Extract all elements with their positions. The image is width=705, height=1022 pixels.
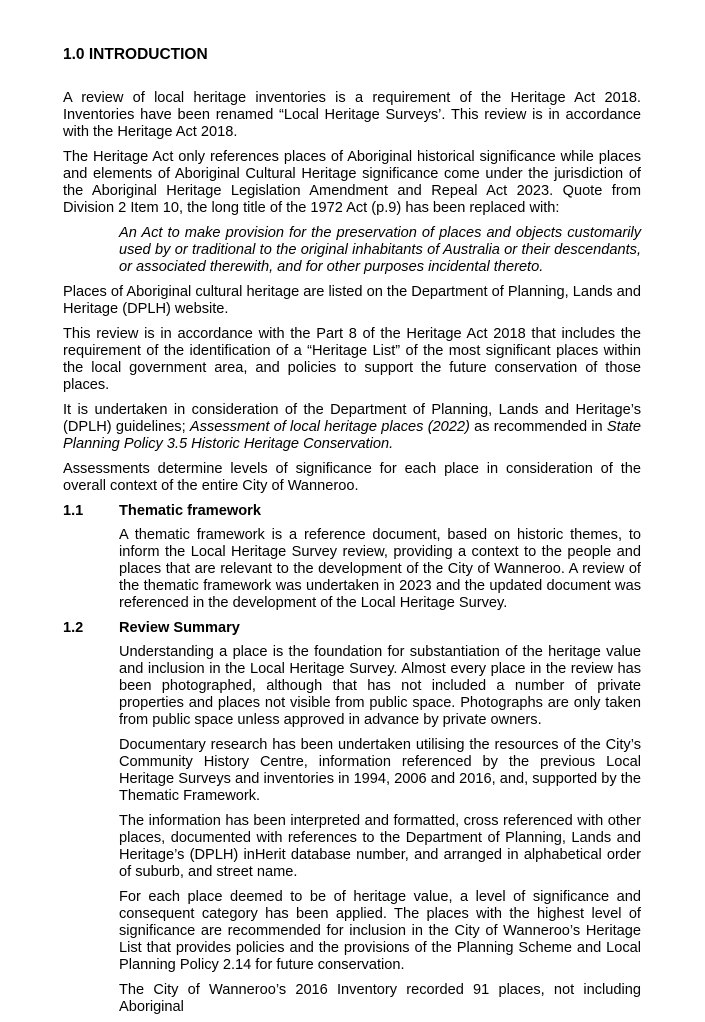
section-heading-introduction: 1.0 INTRODUCTION	[63, 46, 208, 63]
paragraph-thematic-framework: A thematic framework is a reference document, based on historic themes, to inform the Local Heritage Survey review, providing a context to the people and places that are relevant to the development of the City of Wanneroo. A review of the thematic framework was undertaken in 2023 and the updated document was referenced in the development of the Local Heritage Survey.	[119, 527, 641, 611]
section-number: 1.1	[63, 503, 84, 519]
paragraph-heritage-act-references: The Heritage Act only references places of Aboriginal historical significance while places and elements of Aboriginal Cultural Heritage significance come under the jurisdiction of the Aboriginal Heritage Legislation Amendment and Repeal Act 2023. Quote from Division 2 Item 10, the long title of the 1972 Act (p.9) has been replaced with:	[63, 149, 641, 216]
text-run: as recommended in	[469, 419, 607, 435]
paragraph-2016-inventory: The City of Wanneroo’s 2016 Inventory recorded 91 places, not including Aboriginal	[119, 982, 641, 1015]
section-heading-review-summary	[63, 620, 641, 637]
paragraph-part-8: This review is in accordance with the Part 8 of the Heritage Act 2018 that includes the requirement of the identification of a “Heritage List” of the most significant places within the local government area, and policies to support the future conservation of those places.	[63, 326, 641, 393]
section-number: 1.2	[63, 620, 84, 636]
section-title: Thematic framework	[119, 503, 261, 519]
italic-run-state-planning-policy: State Planning Policy 3.5 Historic Heritage Conservation.	[63, 419, 641, 452]
paragraph-information-interpreted: The information has been interpreted and formatted, cross referenced with other places, documented with references to the Department of Planning, Lands and Heritage’s (DPLH) inHerit database number, and arranged in alphabetical order of suburb, and street name.	[119, 813, 641, 880]
paragraph-dplh-website: Places of Aboriginal cultural heritage are listed on the Department of Planning, Lands and Heritage (DPLH) website.	[63, 284, 641, 317]
text-run: It is undertaken in consideration of the Department of Planning, Lands and Heritage’s (DPLH) guidelines;	[63, 402, 641, 435]
paragraph-documentary-research: Documentary research has been undertaken utilising the resources of the City’s Community History Centre, information referenced by the previous Local Heritage Surveys and inventories in 1994, 2006 and 2016, and, supported by the Thematic Framework.	[119, 737, 641, 804]
section-heading-thematic-framework	[63, 503, 641, 520]
paragraph-understanding-place: Understanding a place is the foundation for substantiation of the heritage value and inclusion in the Local Heritage Survey. Almost every place in the review has been photographed, although that has not included a number of private properties and places not visible from public space. Photographs are only taken from public space unless approved in advance by private owners.	[119, 644, 641, 728]
italic-run-assessment-guidelines: Assessment of local heritage places (2022)	[189, 419, 470, 435]
paragraph-level-of-significance: For each place deemed to be of heritage value, a level of significance and consequent category has been applied. The places with the highest level of significance are recommended for inclusion in the City of Wanneroo’s Heritage List that provides policies and the provisions of the Planning Scheme and Local Planning Policy 2.14 for future conservation.	[119, 889, 641, 973]
block-quote-1972-act: An Act to make provision for the preservation of places and objects customarily used by or traditional to the original inhabitants of Australia or their descendants, or associated therewith, and for other purposes incidental thereto.	[119, 225, 641, 275]
paragraph-review-requirement: A review of local heritage inventories is a requirement of the Heritage Act 2018. Inventories have been renamed “Local Heritage Surveys’. This review is in accordance with the Heritage Act 2018.	[63, 90, 641, 140]
paragraph-assessments-significance: Assessments determine levels of significance for each place in consideration of the overall context of the entire City of Wanneroo.	[63, 461, 641, 494]
document-content	[63, 46, 641, 1022]
paragraph-dplh-guidelines	[63, 402, 641, 453]
section-title: Review Summary	[119, 620, 240, 636]
